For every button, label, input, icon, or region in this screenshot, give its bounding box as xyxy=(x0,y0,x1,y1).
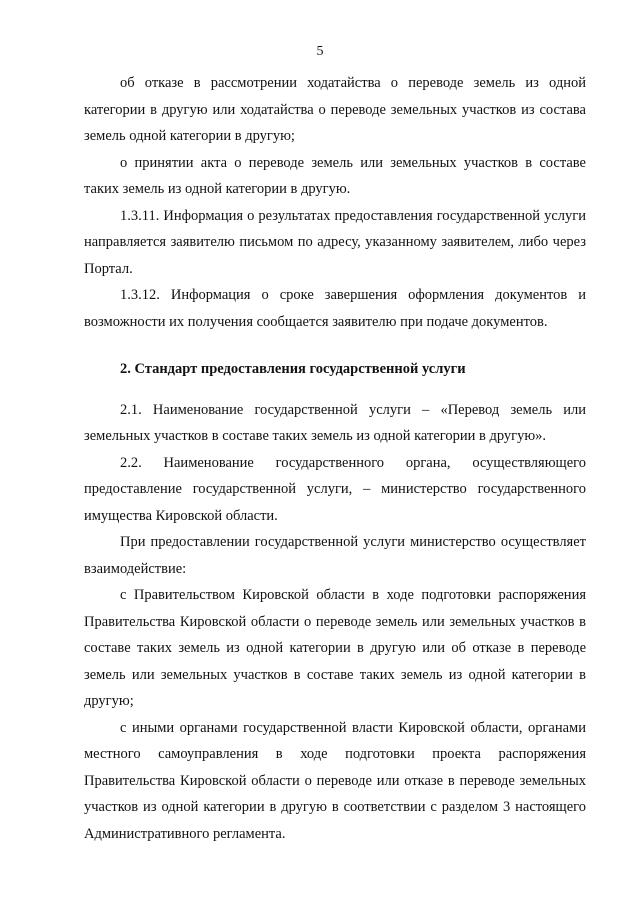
paragraph-1-3-11: 1.3.11. Информация о результатах предоставления государственной услуги направляется заявителю письмом по адресу, указанному заявителем, либо через Портал. xyxy=(84,207,586,277)
page-number: 5 xyxy=(316,44,324,59)
paragraph-act-adoption: о принятии акта о переводе земель или земельных участков в составе таких земель из одной категории в другую. xyxy=(84,154,586,197)
paragraph-2-1: 2.1. Наименование государственной услуги – «Перевод земель или земельных участков в составе таких земель из одной категории в другую». xyxy=(84,401,586,444)
section-heading: 2. Стандарт предоставления государственной услуги xyxy=(120,361,466,377)
document-body xyxy=(84,70,586,847)
paragraph-interaction-intro: При предоставлении государственной услуги министерство осуществляет взаимодействие: xyxy=(84,534,586,577)
paragraph-interaction-government: с Правительством Кировской области в ходе подготовки распоряжения Правительства Кировской области о переводе земель или земельных участков в составе таких земель из одной категории в другую или об отказе в переводе земель или земельных участков в составе таких земель из одной категории в другую; xyxy=(84,587,586,709)
paragraph-refusal-consideration: об отказе в рассмотрении ходатайства о переводе земель из одной категории в другую или ходатайства о переводе земельных участков из состава земель одной категории в другую; xyxy=(84,75,586,144)
paragraph-1-3-12: 1.3.12. Информация о сроке завершения оформления документов и возможности их получения сообщается заявителю при подаче документов. xyxy=(84,287,586,330)
paragraph-interaction-other-bodies: с иными органами государственной власти Кировской области, органами местного самоуправления в ходе подготовки проекта распоряжения Правительства Кировской области о переводе или отказе в переводе земельных участков из одной категории в другую в соответствии с разделом 3 настоящего Административного регламента. xyxy=(84,719,586,842)
paragraph-2-2: 2.2. Наименование государственного органа, осуществляющего предоставление государственной услуги, – министерство государственного имущества Кировской области. xyxy=(84,454,586,524)
